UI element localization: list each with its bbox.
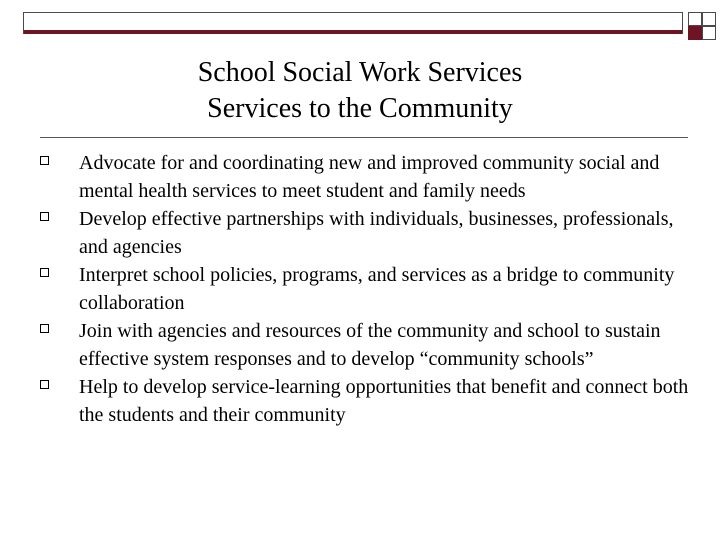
title-divider <box>40 137 688 138</box>
corner-square-decoration <box>702 12 716 26</box>
bullet-item <box>40 317 700 373</box>
bullet-list <box>40 149 700 429</box>
hollow-square-bullet-icon <box>40 324 49 333</box>
corner-square-decoration <box>688 12 702 26</box>
bullet-text: Help to develop service-learning opportunities that benefit and connect both the students and their community <box>79 376 689 426</box>
bullet-item <box>40 261 700 317</box>
slide-title <box>0 55 720 127</box>
slide-title-line-2: Services to the Community <box>207 93 513 124</box>
bullet-item <box>40 205 700 261</box>
slide-title-line-1: School Social Work Services <box>197 57 523 88</box>
header-decoration-bar <box>23 12 683 34</box>
bullet-item <box>40 149 700 205</box>
corner-square-accent <box>688 26 702 40</box>
corner-square-decoration <box>702 26 716 40</box>
header-accent-stripe <box>24 30 682 34</box>
hollow-square-bullet-icon <box>40 156 49 165</box>
hollow-square-bullet-icon <box>40 268 49 277</box>
bullet-text: Join with agencies and resources of the community and school to sustain effective system responses and to develop “community schools” <box>79 320 661 370</box>
bullet-text: Develop effective partnerships with individuals, businesses, professionals, and agencies <box>79 208 674 258</box>
hollow-square-bullet-icon <box>40 212 49 221</box>
bullet-text: Advocate for and coordinating new and improved community social and mental health services to meet student and family needs <box>79 152 660 202</box>
bullet-item <box>40 373 700 429</box>
hollow-square-bullet-icon <box>40 380 49 389</box>
bullet-text: Interpret school policies, programs, and services as a bridge to community collaboration <box>79 264 675 314</box>
